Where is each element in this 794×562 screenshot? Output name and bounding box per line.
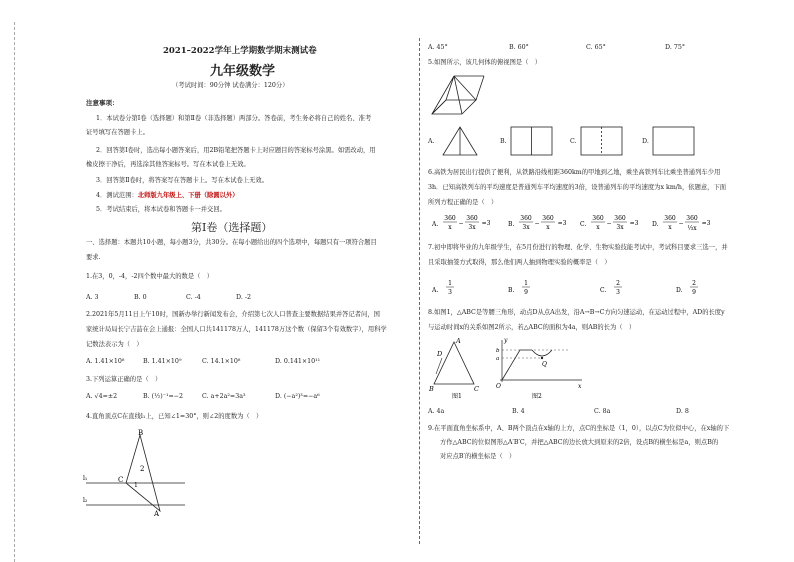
q6-option-a-label: A. <box>432 221 439 228</box>
q6d-n2: 360 <box>686 215 698 222</box>
q5-option-d: D. <box>642 138 649 145</box>
q1-option-d: D. -2 <box>236 294 251 301</box>
q7a-den: 3 <box>448 289 452 296</box>
binding-line <box>14 22 15 562</box>
q2-option-b: B. 1.41×10⁹ <box>143 358 182 365</box>
q2-option-a: A. 1.41×10⁸ <box>86 358 125 365</box>
q7c-den: 3 <box>616 289 620 296</box>
q1-option-a: A. 3 <box>86 294 99 301</box>
q5-option-b: B. <box>500 138 507 145</box>
q5-option-c-shape <box>580 125 624 157</box>
q5-solid-figure <box>428 70 488 120</box>
q8-label-A: A <box>456 337 461 345</box>
q4-option-c: C. 65° <box>586 44 606 51</box>
exam-subtitle: 九年级数学 <box>210 64 276 79</box>
q6b-n1: 360 <box>520 215 532 222</box>
q7-line1: 7.初中即将毕业的九年级学生，在5月份进行的物理、化学、生物实验技能考试中，考试科目要求三选一，并 <box>428 244 728 251</box>
q9-line3: 对应点B′的横坐标是（ ） <box>440 453 516 460</box>
q6d-n1: 360 <box>664 215 676 222</box>
q8-label-a: a <box>496 356 500 362</box>
q8-option-a: A. 4a <box>428 408 445 415</box>
q3-stem: 3.下列运算正确的是（ ） <box>86 376 162 383</box>
q7-options <box>428 274 768 300</box>
q6b-rhs: =3 <box>557 220 567 227</box>
q5-option-a-shape <box>440 125 480 157</box>
q8-option-d: D. 8 <box>676 408 689 415</box>
q9-line2: 方作△ABC的位似图形△A′B′C，并把△ABC的边长放大到原来的2倍，设点B的横坐标是a，则点B的 <box>440 439 719 446</box>
label-A: A <box>154 510 160 517</box>
q7b-den: 9 <box>524 289 528 296</box>
note-1a: 1．本试卷分第Ⅰ卷（选择题）和第Ⅱ卷（非选择题）两部分。答卷前，考生务必将自己的姓名、准考 <box>96 115 372 122</box>
q7-option-b-label: B. <box>508 287 515 294</box>
test-scope: 北师版九年级上、下册（除圆以外） <box>137 192 239 199</box>
q4-option-a: A. 45° <box>428 44 448 51</box>
q6-line1: 6.高铁为居民出行提供了便利，从铁路沿线相距360km的甲地到乙地，乘坐高铁列车比乘坐普通列车少用 <box>428 169 721 176</box>
triangle-abc <box>126 435 160 511</box>
q6-option-d-label: D. <box>652 221 659 228</box>
q6a-d1: x <box>448 224 452 231</box>
q7-option-c-label: C. <box>600 287 607 294</box>
q6a-n2: 360 <box>466 215 478 222</box>
note-2a: 2．回答第Ⅰ卷时，选出每小题答案后，用2B铅笔把答题卡上对应题目的答案标号涂黑。如需改动，用 <box>96 147 376 154</box>
column-divider <box>419 38 420 544</box>
q4-option-b: B. 60° <box>509 44 529 51</box>
note-5: 5．考试结束后，将本试卷和答题卡一并交回。 <box>96 206 226 213</box>
q6c-d2: 3x <box>616 224 624 231</box>
q6d-d2: ⅓x <box>687 225 697 232</box>
q8-fig1-label: 图1 <box>452 393 462 400</box>
q7a-num: 1 <box>448 280 452 287</box>
q8-label-D: D <box>437 350 443 358</box>
q8-label-C: C <box>474 385 479 393</box>
q6c-rhs: =3 <box>629 220 639 227</box>
q8-label-Q: Q <box>542 361 547 368</box>
label-B: B <box>138 429 144 437</box>
q6c-n2: 360 <box>614 215 626 222</box>
label-C: C <box>118 476 124 484</box>
section-title: 第Ⅰ卷（选择题） <box>191 221 273 234</box>
q2-line3: 记数法表示为（ ） <box>86 341 143 348</box>
q6-line3: 所列方程正确的是（ ） <box>428 199 498 206</box>
notes-heading: 注意事项： <box>86 99 119 107</box>
q1-option-c: C. -4 <box>186 294 201 301</box>
note-2b: 橡皮擦干净后，再选涂其他答案标号。写在本试卷上无效。 <box>86 161 250 168</box>
q8-figures <box>428 336 588 400</box>
note-3: 3．回答第Ⅱ卷时，将答案写在答题卡上。写在本试卷上无效。 <box>96 177 269 184</box>
q8-label-B: B <box>429 385 434 393</box>
q7b-num: 1 <box>524 280 528 287</box>
q8-label-x: x <box>578 383 582 390</box>
q8-label-b: b <box>496 348 500 354</box>
q2-line2: 家统计局局长宁吉喆在会上通报：全国人口共141178万人，141178万这个数（保留3个有效数字），用科学 <box>86 326 387 333</box>
q7c-num: 2 <box>616 280 620 287</box>
section-intro-b: 要求. <box>86 254 101 261</box>
note-4-prefix: 4．测试范围： <box>96 192 138 199</box>
q4-option-d: D. 75° <box>665 44 685 51</box>
q8-label-O: O <box>496 383 501 390</box>
q6b-op: − <box>534 220 540 227</box>
q3-option-b: B. (½)⁻¹=−2 <box>143 393 184 400</box>
label-1: 1 <box>134 482 138 489</box>
q6a-d2: 3x <box>468 224 476 231</box>
q7-line2: 且采取抽签方式取得，那么他们两人抽到物理实验的概率是（ ） <box>428 259 611 266</box>
q6a-op: − <box>458 220 464 227</box>
q1-stem: 1.在3，0，-4，-2四个数中最大的数是（ ） <box>86 273 214 280</box>
exam-title: 2021–2022学年上学期数学期末测试卷 <box>163 46 317 56</box>
q5-option-d-shape <box>652 125 696 157</box>
q1-option-b: B. 0 <box>134 294 147 301</box>
q5-option-c: C. <box>570 138 577 145</box>
q8-line2: 与运动时间x的关系如图2所示，若△ABC的面积为4a，则AB的长为（ ） <box>428 324 636 331</box>
q7-option-a-label: A. <box>432 287 439 294</box>
q7d-num: 2 <box>692 280 696 287</box>
q2-option-c: C. 14.1×10⁸ <box>202 358 241 365</box>
q6b-d2: x <box>546 224 550 231</box>
q5-option-a: A. <box>428 138 435 145</box>
q6a-rhs: =3 <box>481 220 491 227</box>
label-l2: l₂ <box>83 497 88 504</box>
q6-option-b-label: B. <box>508 221 515 228</box>
q6d-rhs: =3 <box>701 220 711 227</box>
q6-option-c-label: C. <box>580 221 587 228</box>
q3-option-d: D. (−a²)³=−a⁶ <box>275 393 320 400</box>
q2-option-d: D. 0.141×10¹¹ <box>275 358 321 365</box>
section-intro-a: 一、选择题：本题共10小题，每小题3分，共30分。在每小题给出的四个选项中，每题只有一项符合题目 <box>86 239 377 246</box>
q8-option-c: C. 8a <box>594 408 611 415</box>
q6-options <box>428 210 768 238</box>
q9-line1: 9.在平面直角坐标系中，A、B两个顶点在x轴的上方，点C的坐标是（1，0），以点C为位似中心，在x轴的下 <box>428 425 730 432</box>
q4-figure <box>80 425 190 517</box>
q6c-n1: 360 <box>592 215 604 222</box>
note-4 <box>96 191 239 200</box>
label-l1: l₁ <box>83 475 88 482</box>
q8-fig2-label: 图2 <box>532 393 542 400</box>
q6b-d1: 3x <box>522 224 530 231</box>
q6c-d1: x <box>596 224 600 231</box>
q8-option-b: B. 4 <box>512 408 525 415</box>
q6-line2: 3h．已知高铁列车的平均速度是普通列车平均速度的3倍，设普通列车的平均速度为x km/h，依题意，下面 <box>428 184 727 191</box>
q2-line1: 2.2021年5月11日上午10时，国新办举行新闻发布会，介绍第七次人口普查主要数据结果并答记者问，国 <box>86 311 380 318</box>
q5-option-b-shape <box>510 125 554 157</box>
q6d-op: − <box>678 220 684 227</box>
q4-stem: 4.直角顶点C在直线l₁上，已知∠1=30°，则∠2的度数为（ ） <box>86 413 263 420</box>
q6b-n2: 360 <box>542 215 554 222</box>
q5-stem: 5.如图所示，该几何体的俯视图是（ ） <box>428 59 542 66</box>
label-2: 2 <box>140 465 145 473</box>
q3-option-a: A. √4=±2 <box>86 393 118 400</box>
q8-label-y: y <box>504 337 508 344</box>
q6c-op: − <box>606 220 612 227</box>
q6a-n1: 360 <box>444 215 456 222</box>
q6d-d1: x <box>668 224 672 231</box>
note-1b: 证号填写在答题卡上。 <box>86 129 149 136</box>
q7d-den: 9 <box>692 289 696 296</box>
exam-meta: （考试时间：90分钟 试卷满分：120分） <box>172 82 289 89</box>
q7-option-d-label: D. <box>676 287 683 294</box>
q3-option-c: C. a+2a²=3a³ <box>202 393 246 400</box>
q8-line1: 8.如图1，△ABC是等腰三角形，动点D从点A出发，沿A→B→C方向匀速运动，在运动过程中，AD的长度y <box>428 309 725 316</box>
